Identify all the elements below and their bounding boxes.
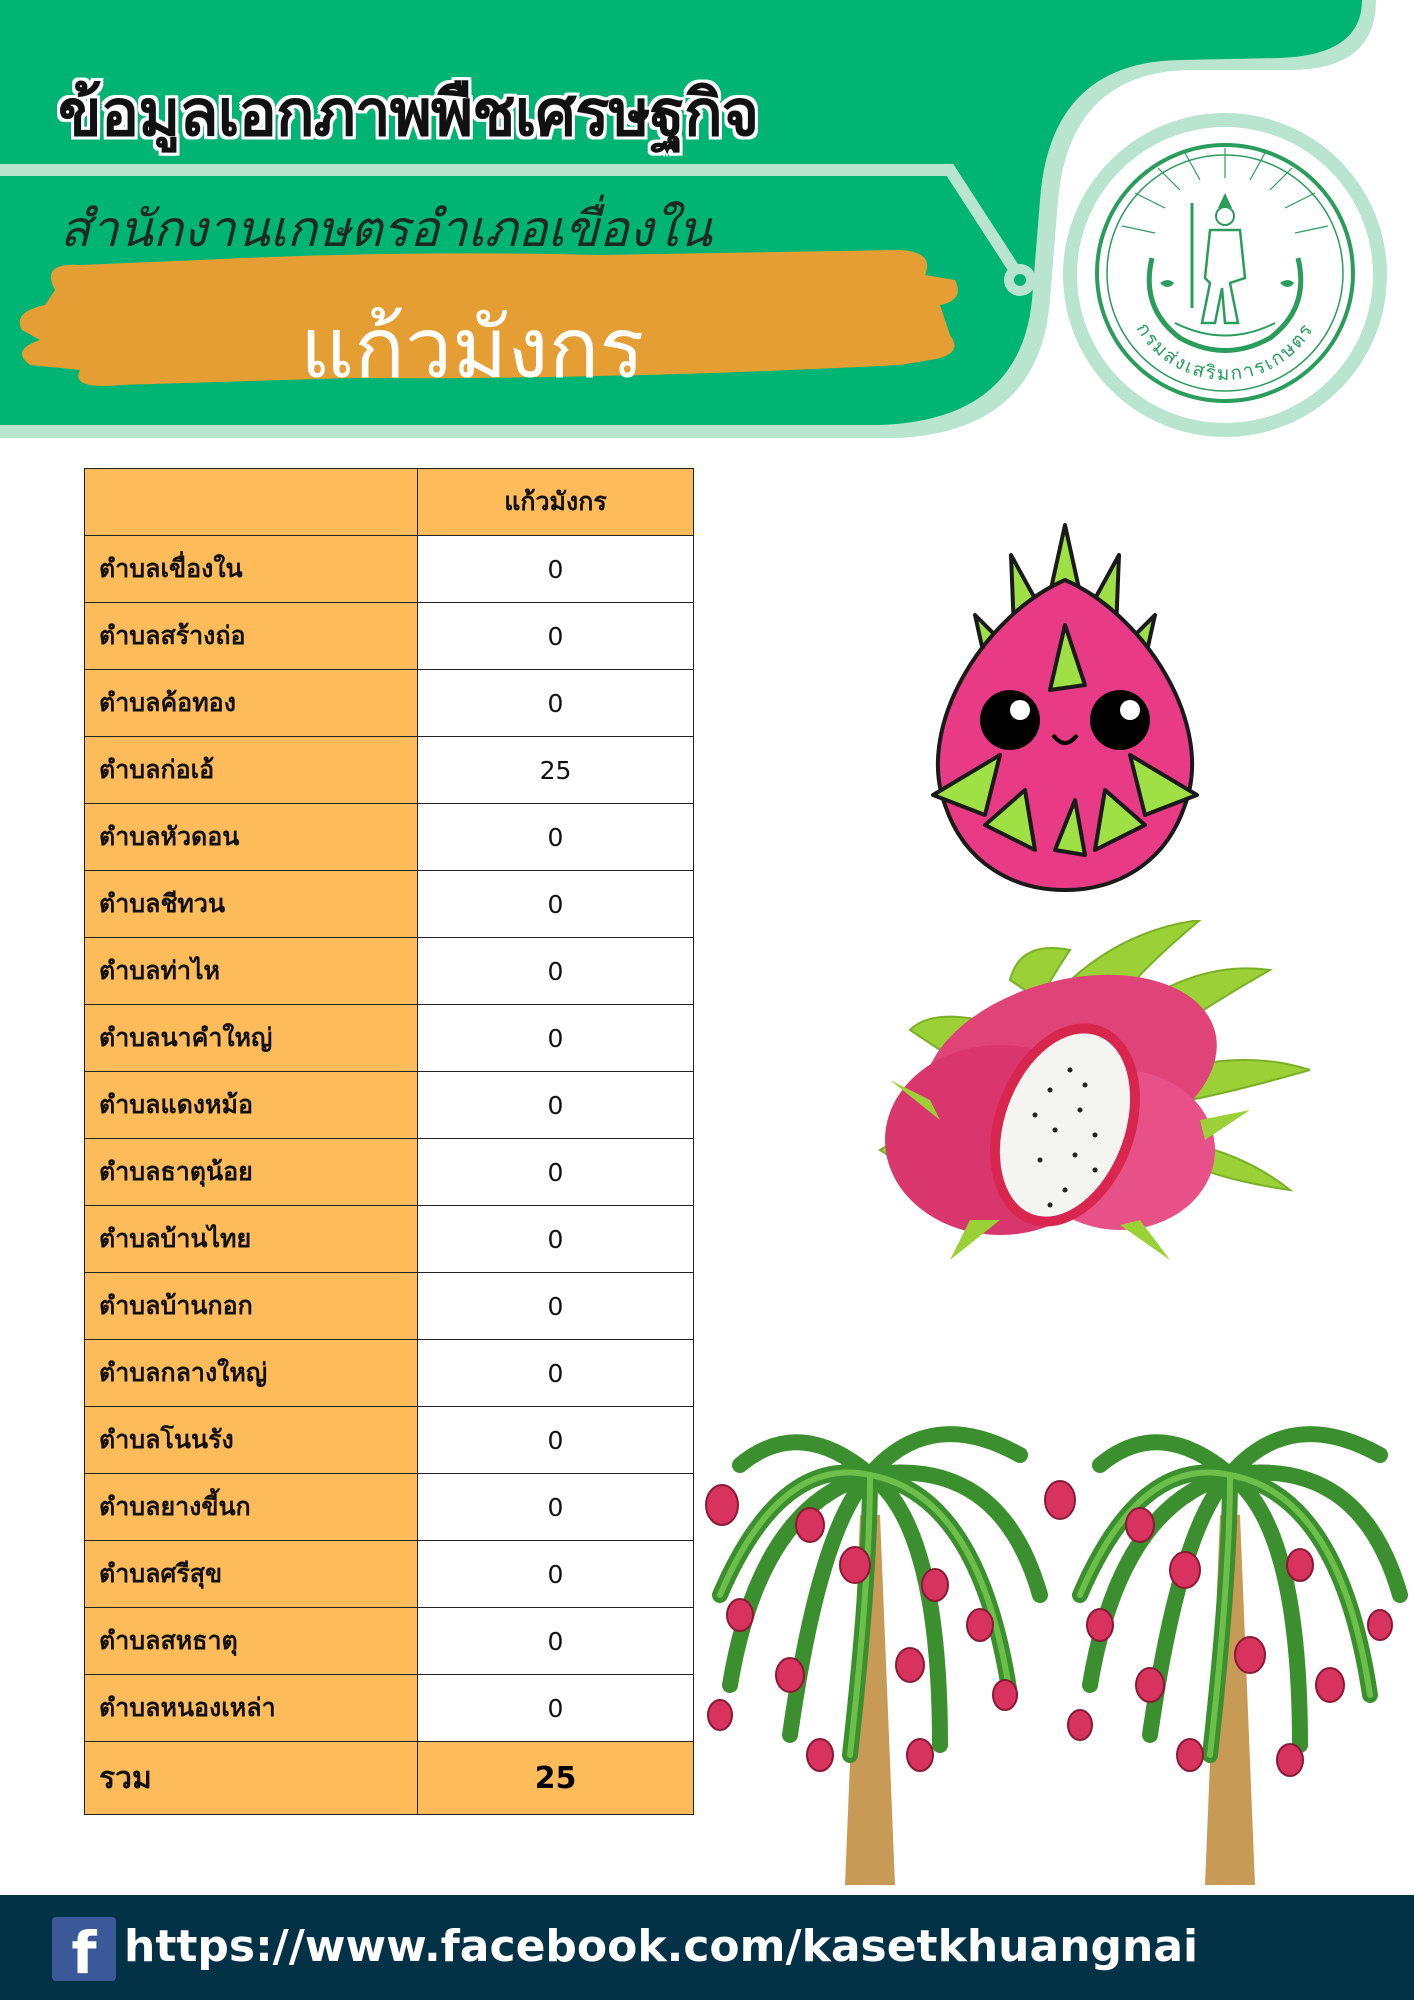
subdistrict-name: ตำบลเขื่องใน — [85, 536, 418, 603]
subdistrict-value: 0 — [418, 1608, 694, 1675]
subdistrict-name: ตำบลสหธาตุ — [85, 1608, 418, 1675]
subdistrict-name: ตำบลค้อทอง — [85, 670, 418, 737]
table-row — [85, 1608, 694, 1675]
subdistrict-name: ตำบลธาตุน้อย — [85, 1139, 418, 1206]
table-row — [85, 871, 694, 938]
table-row — [85, 536, 694, 603]
subdistrict-value: 0 — [418, 1206, 694, 1273]
subdistrict-value: 0 — [418, 1072, 694, 1139]
table-row — [85, 1139, 694, 1206]
subdistrict-value: 0 — [418, 670, 694, 737]
table-row — [85, 1474, 694, 1541]
table-header-row — [85, 469, 694, 536]
table-row — [85, 1206, 694, 1273]
facebook-icon[interactable]: f — [52, 1917, 116, 1981]
subdistrict-name: ตำบลนาคำใหญ่ — [85, 1005, 418, 1072]
subdistrict-name: ตำบลบ้านกอก — [85, 1273, 418, 1340]
subdistrict-value: 0 — [418, 1340, 694, 1407]
subdistrict-name: ตำบลยางขี้นก — [85, 1474, 418, 1541]
table-row — [85, 1005, 694, 1072]
subdistrict-value: 25 — [418, 737, 694, 804]
facebook-url-link[interactable]: https://www.facebook.com/kasetkhuangnai — [124, 1921, 1199, 1972]
table-body — [85, 536, 694, 1815]
cartoon-dragonfruit-illustration — [915, 505, 1215, 895]
page-title: ข้อมูลเอกภาพพืชเศรษฐกิจ — [58, 77, 759, 151]
table-row — [85, 1407, 694, 1474]
subdistrict-name: ตำบลโนนรัง — [85, 1407, 418, 1474]
crop-name-banner: แก้วมังกร — [300, 299, 645, 397]
subdistrict-name: ตำบลหนองเหล่า — [85, 1675, 418, 1742]
dragonfruit-trees-illustration — [680, 1395, 1414, 1895]
subdistrict-value: 0 — [418, 1541, 694, 1608]
table-row — [85, 938, 694, 1005]
subdistrict-value: 0 — [418, 1675, 694, 1742]
table-row — [85, 670, 694, 737]
seal-text: กรมส่งเสริมการเกษตร — [1131, 318, 1319, 385]
subdistrict-value: 0 — [418, 1139, 694, 1206]
subdistrict-value: 0 — [418, 804, 694, 871]
subdistrict-name: ตำบลศรีสุข — [85, 1541, 418, 1608]
table-header-label — [85, 469, 418, 536]
subdistrict-value: 0 — [418, 938, 694, 1005]
subdistrict-name: ตำบลก่อเอ้ — [85, 737, 418, 804]
total-value: 25 — [418, 1742, 694, 1815]
crop-data-table — [84, 468, 694, 1815]
total-row — [85, 1742, 694, 1815]
dragonfruit-photo — [870, 920, 1310, 1280]
table-row — [85, 603, 694, 670]
subdistrict-name: ตำบลกลางใหญ่ — [85, 1340, 418, 1407]
footer-bar — [0, 1895, 1414, 2000]
table-row — [85, 1340, 694, 1407]
table-row — [85, 1273, 694, 1340]
subdistrict-value: 0 — [418, 1273, 694, 1340]
subdistrict-name: ตำบลท่าไห — [85, 938, 418, 1005]
table-header-value: แก้วมังกร — [418, 469, 694, 536]
table-row — [85, 1675, 694, 1742]
subdistrict-value: 0 — [418, 1005, 694, 1072]
table-row — [85, 1541, 694, 1608]
office-subtitle: สำนักงานเกษตรอำเภอเขื่องใน — [60, 200, 712, 258]
subdistrict-value: 0 — [418, 1474, 694, 1541]
subdistrict-value: 0 — [418, 603, 694, 670]
subdistrict-value: 0 — [418, 871, 694, 938]
subdistrict-value: 0 — [418, 1407, 694, 1474]
subdistrict-name: ตำบลสร้างถ่อ — [85, 603, 418, 670]
subdistrict-name: ตำบลชีทวน — [85, 871, 418, 938]
department-seal-logo — [1080, 108, 1370, 438]
table-row — [85, 804, 694, 871]
subdistrict-name: ตำบลหัวดอน — [85, 804, 418, 871]
subdistrict-name: ตำบลบ้านไทย — [85, 1206, 418, 1273]
subdistrict-name: ตำบลแดงหม้อ — [85, 1072, 418, 1139]
total-label: รวม — [85, 1742, 418, 1815]
subdistrict-value: 0 — [418, 536, 694, 603]
table-row — [85, 1072, 694, 1139]
table-row — [85, 737, 694, 804]
